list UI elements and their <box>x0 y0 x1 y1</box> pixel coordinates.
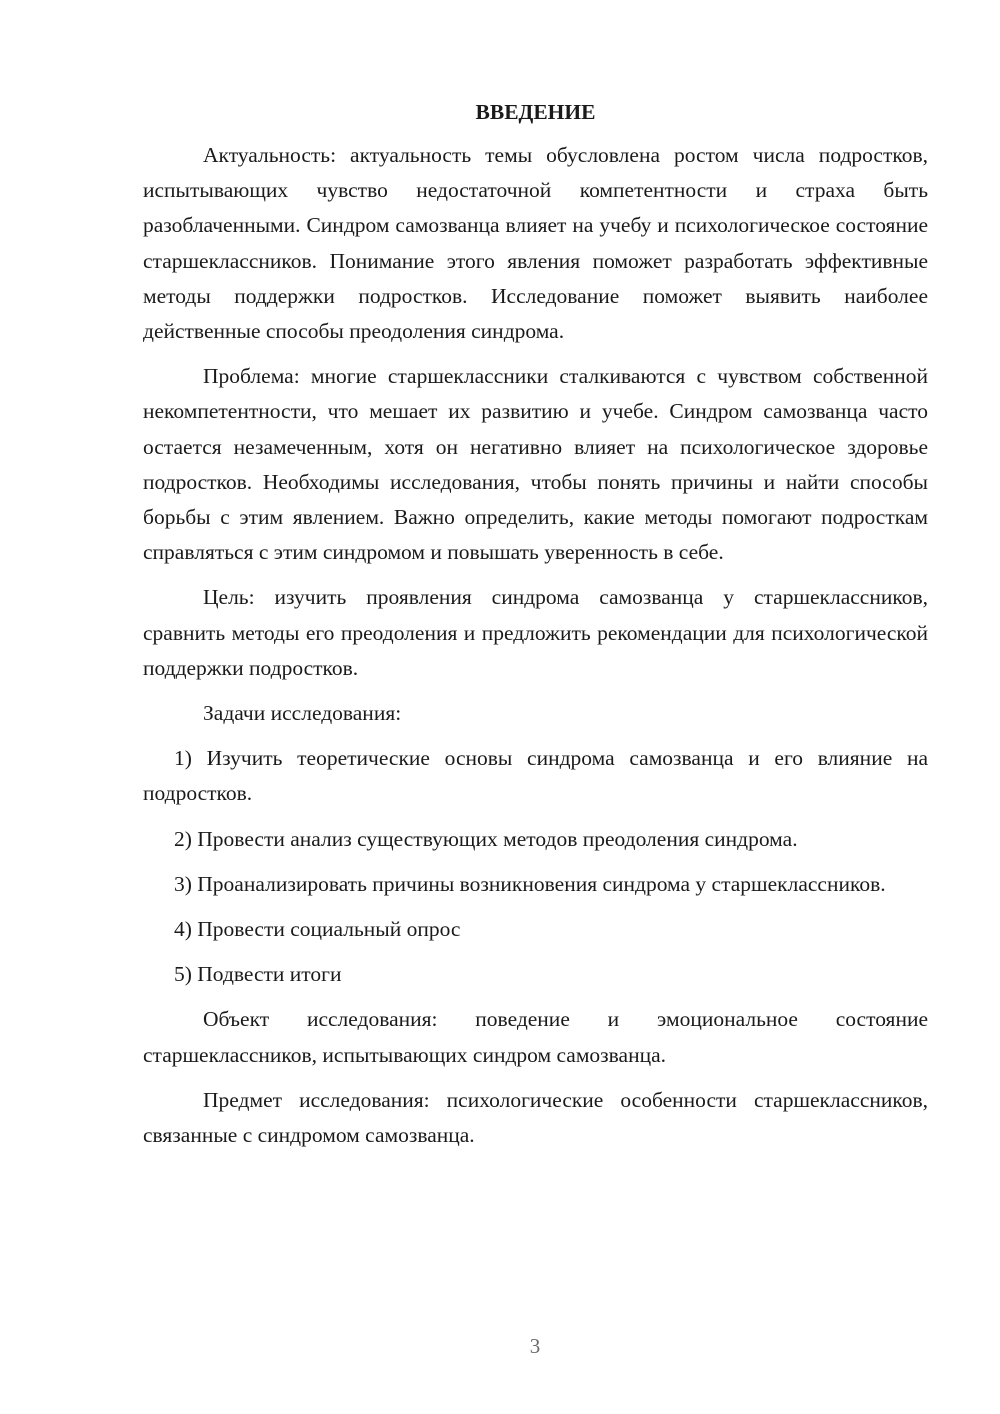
task-item-2: 2) Провести анализ существующих методов преодоления синдрома. <box>174 826 798 851</box>
task-item-3: 3) Проанализировать причины возникновения синдрома у старшеклассников. <box>174 871 886 896</box>
goal-paragraph: Цель: изучить проявления синдрома самозванца у старшеклассников, сравнить методы его преодоления и предложить рекомендации для психологической поддержки подростков. <box>143 585 928 680</box>
object-paragraph: Объект исследования: поведение и эмоциональное состояние старшеклассников, испытывающих синдром самозванца. <box>143 1007 928 1067</box>
task-item-5: 5) Подвести итоги <box>174 962 342 987</box>
document-page <box>143 96 928 1163</box>
tasks-heading: Задачи исследования: <box>203 701 402 726</box>
task-item-4: 4) Провести социальный опрос <box>174 917 461 942</box>
page-title: ВВЕДЕНИЕ <box>475 100 596 124</box>
task-item-1: 1) Изучить теоретические основы синдрома самозванца и его влияние на подростков. <box>143 746 928 806</box>
subject-paragraph: Предмет исследования: психологические особенности старшеклассников, связанные с синдромом самозванца. <box>143 1087 928 1148</box>
relevance-paragraph: Актуальность: актуальность темы обусловлена ростом числа подростков, испытывающих чувство недостаточной компетентности и страха быть разоблаченными. Синдром самозванца влияет на учебу и психологическое состояние старшеклассников. Понимание этого явления поможет разработать эффективные методы поддержки подростков. Исследование поможет выявить наиболее действенные способы преодоления синдрома. <box>143 143 928 344</box>
page-number: 3 <box>529 1334 541 1358</box>
problem-paragraph: Проблема: многие старшеклассники сталкиваются с чувством собственной некомпетентности, что мешает их развитию и учебе. Синдром самозванца часто остается незамеченным, хотя он негативно влияет на психологическое здоровье подростков. Необходимы исследования, чтобы понять причины и найти способы борьбы с этим явлением. Важно определить, какие методы помогают подросткам справляться с этим синдромом и повышать уверенность в себе. <box>143 364 928 565</box>
